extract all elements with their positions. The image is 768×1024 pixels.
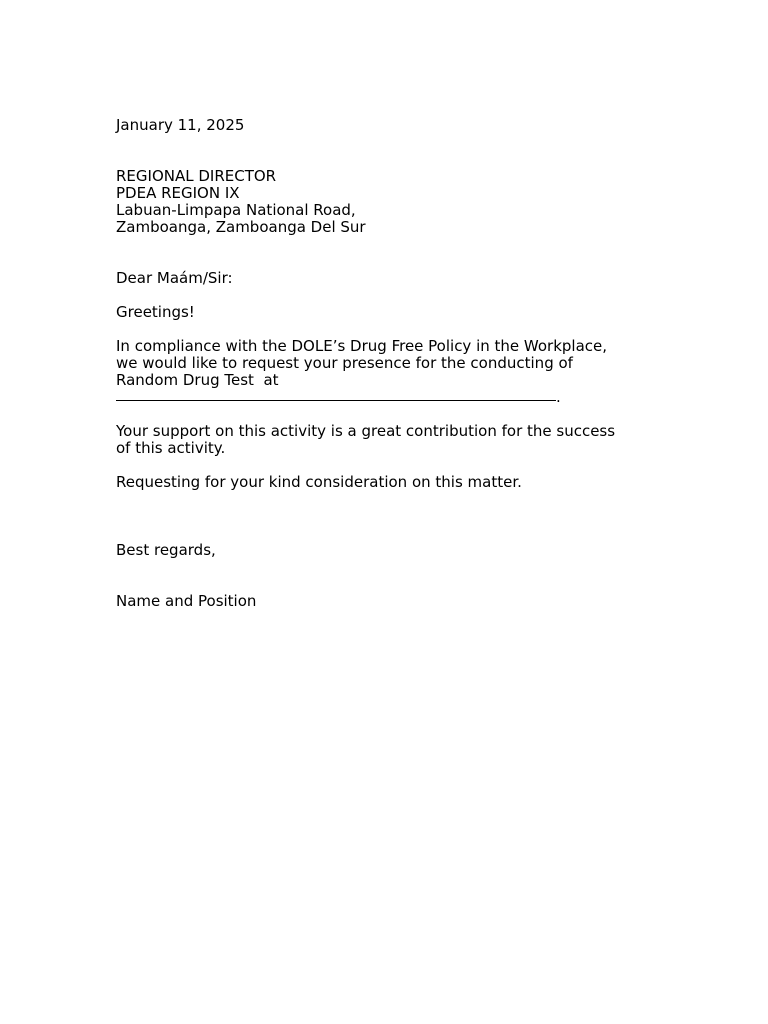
paragraph-line: In compliance with the DOLE’s Drug Free Policy in the Workplace, — [116, 337, 608, 355]
closing: Best regards, — [116, 541, 216, 559]
recipient-address-line2: Zamboanga, Zamboanga Del Sur — [116, 218, 366, 236]
paragraph-line: Random Drug Test at — [116, 371, 279, 389]
greeting: Greetings! — [116, 303, 195, 321]
recipient-office: PDEA REGION IX — [116, 184, 240, 202]
salutation: Dear Maám/Sir: — [116, 269, 233, 287]
paragraph-support — [116, 423, 656, 457]
spacer — [116, 491, 656, 542]
spacer — [116, 321, 656, 338]
signature-name-position: Name and Position — [116, 592, 257, 610]
paragraph-line: we would like to request your presence for the conducting of — [116, 354, 573, 372]
letter-body — [116, 117, 656, 610]
spacer — [116, 559, 656, 593]
paragraph-line: of this activity. — [116, 439, 226, 457]
venue-blank-row — [116, 389, 656, 406]
recipient-address-line1: Labuan-Limpapa National Road, — [116, 201, 356, 219]
letter-date: January 11, 2025 — [116, 116, 245, 134]
paragraph-line: Your support on this activity is a great contribution for the success — [116, 422, 616, 440]
spacer — [116, 457, 656, 474]
venue-blank-line — [116, 389, 556, 401]
spacer — [116, 236, 656, 270]
recipient-title: REGIONAL DIRECTOR — [116, 167, 277, 185]
spacer — [116, 406, 656, 423]
venue-blank-period: . — [556, 388, 561, 406]
recipient-block — [116, 168, 656, 236]
paragraph-request — [116, 338, 656, 406]
spacer — [116, 287, 656, 304]
spacer — [116, 134, 656, 168]
paragraph-request-consideration: Requesting for your kind consideration on this matter. — [116, 473, 522, 491]
